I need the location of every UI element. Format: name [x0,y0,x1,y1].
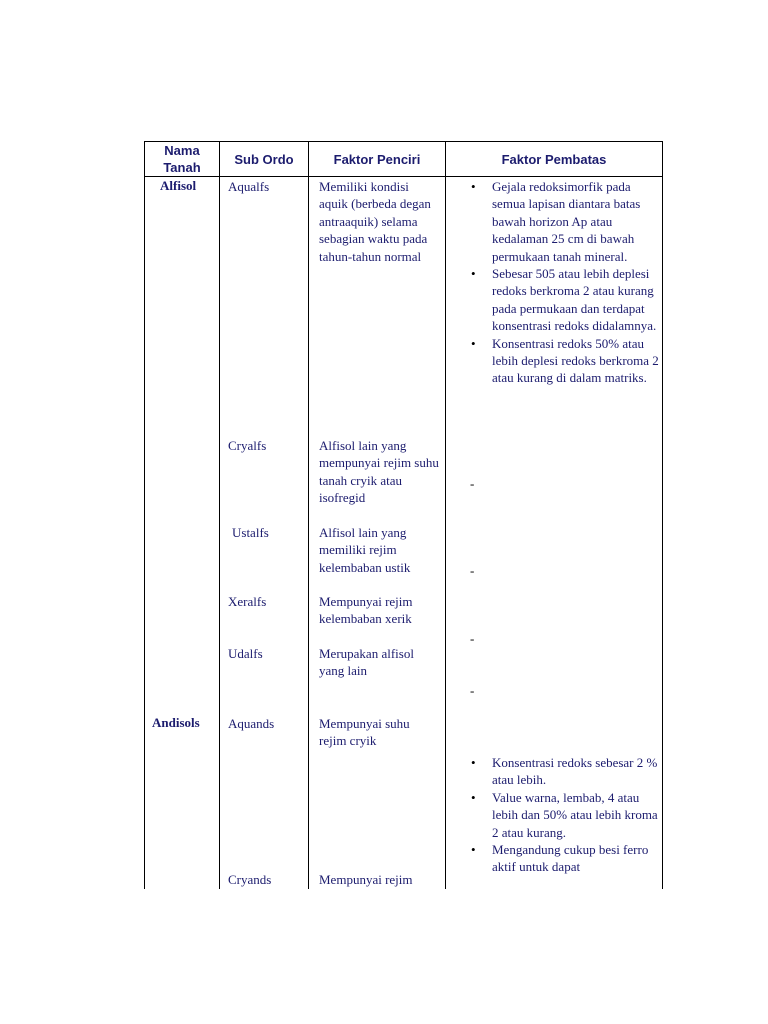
column-divider-2 [308,141,309,889]
penciri-aqualfs: Memiliki kondisi aquik (berbeda degan antraaquik) selama sebagian waktu pada tahun-tahun normal [319,179,431,264]
list-item: • Konsentrasi redoks sebesar 2 % atau lebih. [469,754,659,789]
pembatas-andisols-list [469,754,659,876]
penciri-aquands: Mempunyai suhu rejim cryik [319,716,410,749]
penciri-cryands: Mempunyai rejim [319,872,413,887]
penciri-xeralfs: Mempunyai rejim kelembaban xerik [319,594,413,627]
list-item: • Sebesar 505 atau lebih deplesi redoks berkroma 2 atau kurang pada permukaan dan terdapat konsentrasi redoks didalamnya. [469,265,659,335]
suborder-ustalfs: Ustalfs [232,525,269,540]
dash-marker: - [470,476,475,491]
suborder-cryalfs: Cryalfs [228,438,267,453]
suborder-aquands: Aquands [228,716,275,731]
header-sub-ordo: Sub Ordo [234,152,294,167]
soil-alfisol: Alfisol [160,178,197,193]
soil-andisols: Andisols [152,715,200,730]
header-nama-tanah: Nama Tanah [163,143,201,175]
suborder-aqualfs: Aqualfs [228,179,270,194]
list-item: • Mengandung cukup besi ferro aktif untuk dapat [469,841,659,876]
table-top-border [144,141,663,142]
penciri-udalfs: Merupakan alfisol yang lain [319,646,414,679]
penciri-cryalfs: Alfisol lain yang mempunyai rejim suhu tanah cryik atau isofregid [319,438,439,506]
list-item: • Gejala redoksimorfik pada semua lapisan diantara batas bawah horizon Ap atau kedalaman 25 cm di bawah permukaan tanah mineral. [469,178,659,265]
header-bottom-border [144,176,663,177]
header-faktor-pembatas: Faktor Pembatas [501,152,607,167]
penciri-ustalfs: Alfisol lain yang memiliki rejim kelembaban ustik [319,525,411,575]
header-faktor-penciri: Faktor Penciri [333,152,421,167]
table-left-border [144,141,145,889]
suborder-xeralfs: Xeralfs [228,594,267,609]
list-item: • Konsentrasi redoks 50% atau lebih deplesi redoks berkroma 2 atau kurang di dalam matriks. [469,335,659,387]
column-divider-1 [219,141,220,889]
table-right-border [662,141,663,889]
dash-marker: - [470,563,475,578]
list-item: • Value warna, lembab, 4 atau lebih dan 50% atau lebih kroma 2 atau kurang. [469,789,659,841]
column-divider-3 [445,141,446,889]
suborder-cryands: Cryands [228,872,272,887]
pembatas-alfisol-list [469,178,659,387]
dash-marker: - [470,683,475,698]
suborder-udalfs: Udalfs [228,646,263,661]
dash-marker: - [470,631,475,646]
